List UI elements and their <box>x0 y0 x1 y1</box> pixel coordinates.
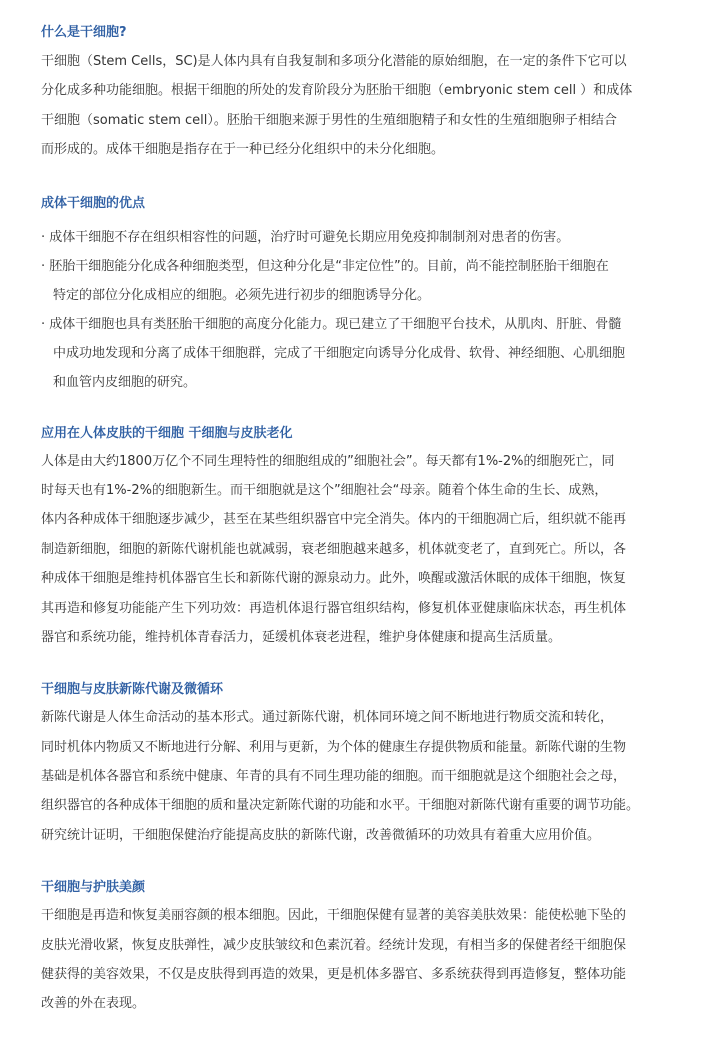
paragraph-line: 分化成多种功能细胞。根据干细胞的所处的发育阶段分为胚胎干细胞（embryonic stem cell ）和成体 <box>41 83 633 99</box>
paragraph-line: 种成体干细胞是维持机体器官生长和新陈代谢的源泉动力。此外，唤醒或激活休眠的成体干细胞，恢复 <box>41 571 627 587</box>
paragraph-line: 器官和系统功能，维持机体青春活力，延缓机体衰老进程，维护身体健康和提高生活质量。 <box>41 629 562 645</box>
section-title: 干细胞与皮肤新陈代谢及微循环 <box>41 682 224 698</box>
spacer <box>41 165 681 193</box>
list-item-continuation: 中成功地发现和分离了成体干细胞群，完成了干细胞定向诱导分化成骨、软骨、神经细胞、心肌细胞 <box>53 345 626 361</box>
paragraph-line: 体内各种成体干细胞逐步减少，甚至在某些组织器官中完全消失。体内的干细胞凋亡后，组织就不能再 <box>41 512 627 528</box>
paragraph-line: 干细胞是再造和恢复美丽容颜的根本细胞。因此，干细胞保健有显著的美容美肤效果：能使松驰下坠的 <box>41 908 627 924</box>
spacer <box>41 397 681 423</box>
spacer <box>41 850 681 877</box>
section-title: 干细胞与护肤美颜 <box>41 880 146 896</box>
list-item-continuation: 特定的部位分化成相应的细胞。必须先进行初步的细胞诱导分化。 <box>53 287 431 303</box>
list-item-continuation: 和血管内皮细胞的研究。 <box>53 374 197 390</box>
list-item: · 成体干细胞不存在组织相容性的问题，治疗时可避免长期应用免疫抑制制剂对患者的伤害。 <box>41 229 570 245</box>
paragraph-line: 新陈代谢是人体生命活动的基本形式。通过新陈代谢，机体同环境之间不断地进行物质交流和转化， <box>41 710 614 726</box>
paragraph-line: 研究统计证明，干细胞保健治疗能提高皮肤的新陈代谢，改善微循环的功效具有着重大应用价值。 <box>41 827 601 843</box>
list-item: · 成体干细胞也具有类胚胎干细胞的高度分化能力。现已建立了干细胞平台技术，从肌肉、肝脏、骨髓 <box>41 316 622 332</box>
section-title: 什么是干细胞? <box>41 25 127 40</box>
paragraph-line: 干细胞（Stem Cells，SC)是人体内具有自我复制和多项分化潜能的原始细胞，在一定的条件下它可以 <box>41 54 627 69</box>
paragraph-line: 基础是机体各器官和系统中健康、年青的具有不同生理功能的细胞。而干细胞就是这个细胞社会之母， <box>41 769 627 785</box>
article <box>41 22 681 1019</box>
paragraph-line: 同时机体内物质又不断地进行分解、利用与更新，为个体的健康生存提供物质和能量。新陈代谢的生物 <box>41 739 627 755</box>
paragraph-line: 改善的外在表现。 <box>41 996 146 1012</box>
paragraph-line: 人体是由大约1800万亿个不同生理特性的细胞组成的”细胞社会”。每天都有1%-2%的细胞死亡，同 <box>41 453 615 469</box>
spacer <box>41 215 681 223</box>
paragraph-line: 而形成的。成体干细胞是指存在于一种已经分化组织中的未分化细胞。 <box>41 142 445 158</box>
paragraph-line: 健获得的美容效果，不仅是皮肤得到再造的效果，更是机体多器官、多系统获得到再造修复，整体功能 <box>41 967 627 983</box>
section-what-is-stem-cell <box>41 22 681 165</box>
section-adult-stem-cell-advantages <box>41 193 681 397</box>
paragraph-line: 干细胞（somatic stem cell）。胚胎干细胞来源于男性的生殖细胞精子和女性的生殖细胞卵子相结合 <box>41 112 617 128</box>
section-skincare-beauty <box>41 877 681 1019</box>
paragraph-line: 组织器官的各种成体干细胞的质和量决定新陈代谢的功能和水平。干细胞对新陈代谢有重要的调节功能。 <box>41 798 640 814</box>
paragraph-line: 其再造和修复功能能产生下列功效：再造机体退行器官组织结构，修复机体亚健康临床状态，再生机体 <box>41 600 627 616</box>
paragraph-line: 时每天也有1%-2%的细胞新生。而干细胞就是这个”细胞社会“母亲。随着个体生命的生长、成熟， <box>41 482 608 498</box>
list-item: · 胚胎干细胞能分化成各种细胞类型，但这种分化是“非定位性”的。目前，尚不能控制胚胎干细胞在 <box>41 258 609 274</box>
section-title: 成体干细胞的优点 <box>41 195 146 211</box>
spacer <box>41 652 681 679</box>
paragraph-line: 皮肤光滑收紧，恢复皮肤弹性，减少皮肤皱纹和色素沉着。经统计发现，有相当多的保健者经干细胞保 <box>41 937 627 953</box>
section-skin-aging <box>41 423 681 653</box>
section-metabolism <box>41 679 681 850</box>
section-title: 应用在人体皮肤的干细胞 干细胞与皮肤老化 <box>41 425 293 441</box>
paragraph-line: 制造新细胞，细胞的新陈代谢机能也就减弱，衰老细胞越来越多，机体就变老了，直到死亡。所以，各 <box>41 541 627 557</box>
